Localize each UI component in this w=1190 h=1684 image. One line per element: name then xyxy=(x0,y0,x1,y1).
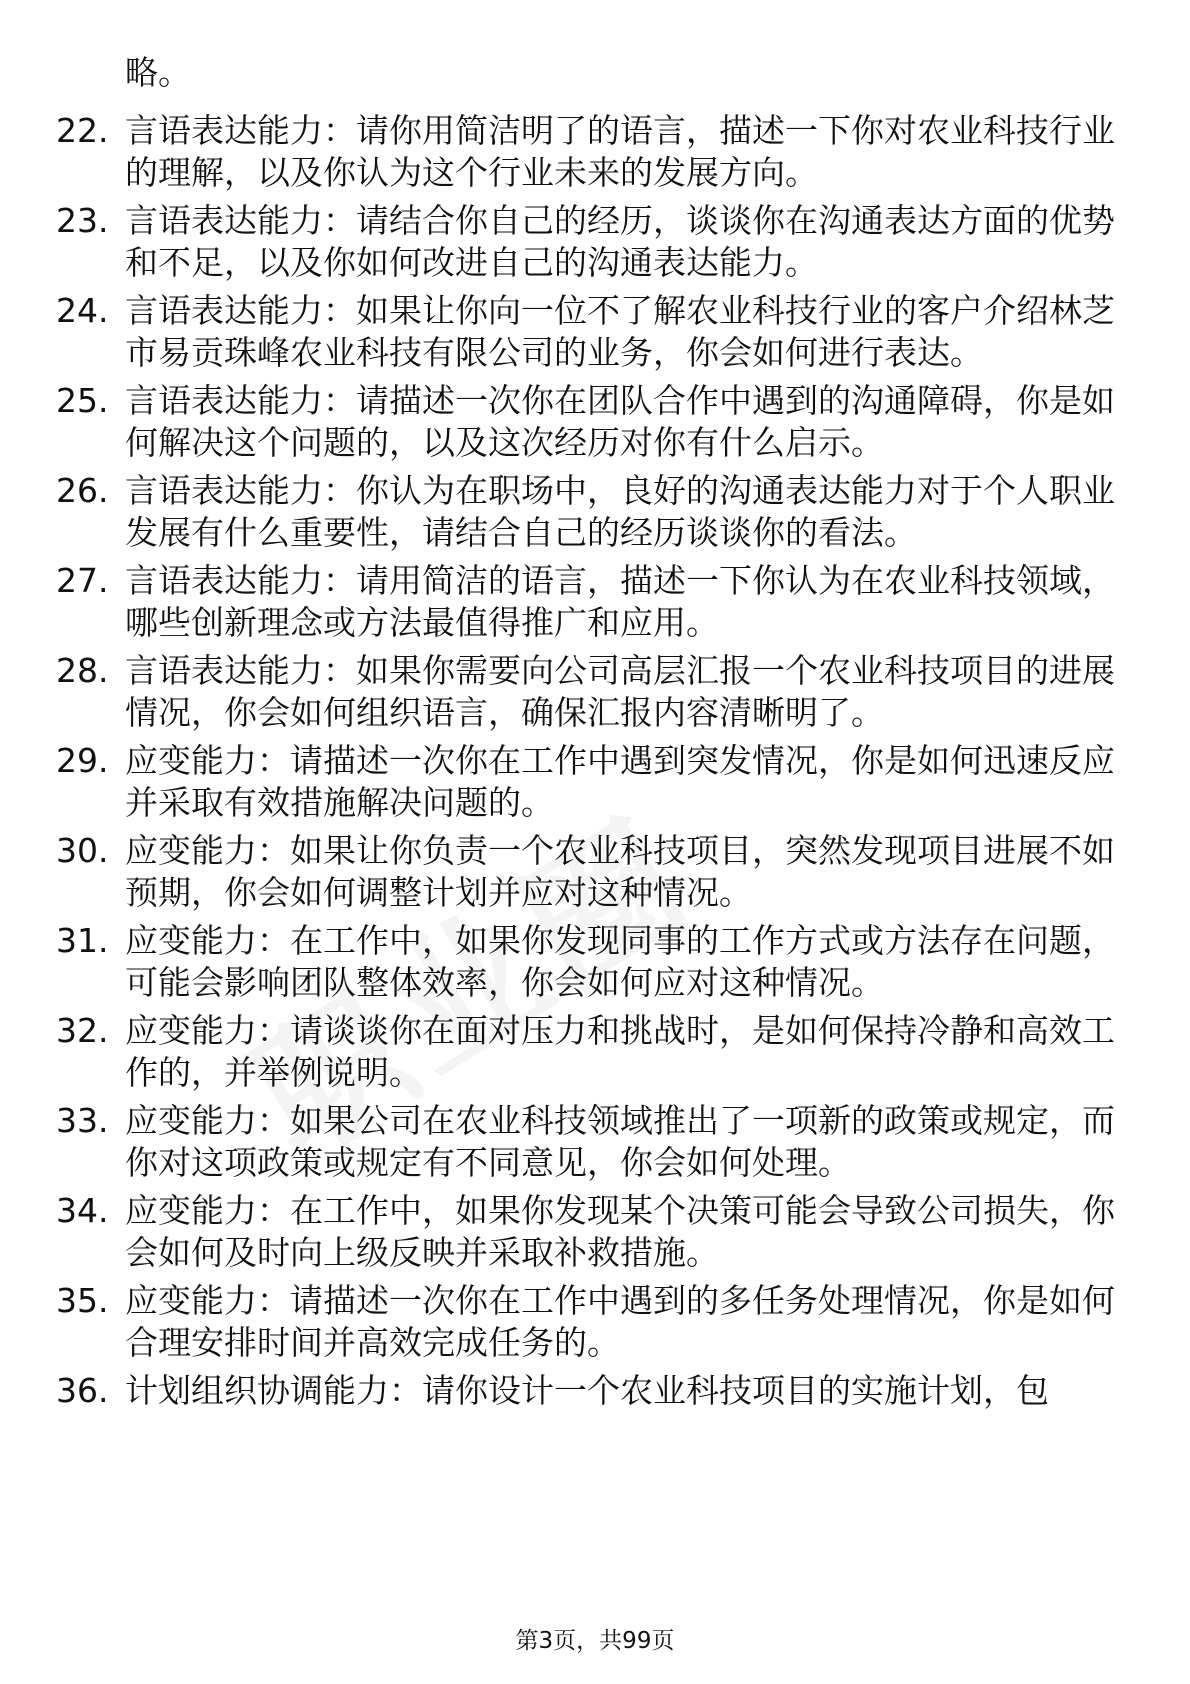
question-text: 应变能力：请描述一次你在工作中遇到的多任务处理情况，你是如何合理安排时间并高效完成任务的。 xyxy=(125,1281,1115,1362)
question-number: 22. xyxy=(56,111,109,150)
question-number: 35. xyxy=(56,1281,109,1320)
question-number: 32. xyxy=(56,1011,109,1050)
question-text: 言语表达能力：请用简洁的语言，描述一下你认为在农业科技领域，哪些创新理念或方法最值得推广和应用。 xyxy=(125,561,1115,642)
question-text: 应变能力：如果让你负责一个农业科技项目，突然发现项目进展不如预期，你会如何调整计划并应对这种情况。 xyxy=(125,831,1115,912)
page-number: 第3页，共99页 xyxy=(515,1628,675,1654)
question-text: 言语表达能力：请你用简洁明了的语言，描述一下你对农业科技行业的理解，以及你认为这个行业未来的发展方向。 xyxy=(125,111,1115,192)
question-number: 31. xyxy=(56,921,109,960)
question-number: 29. xyxy=(56,741,109,780)
question-number: 33. xyxy=(56,1101,109,1140)
question-number: 34. xyxy=(56,1191,109,1230)
question-number: 30. xyxy=(56,831,109,870)
question-text: 言语表达能力：请结合你自己的经历，谈谈你在沟通表达方面的优势和不足，以及你如何改进自己的沟通表达能力。 xyxy=(125,201,1115,282)
question-text: 言语表达能力：如果你需要向公司高层汇报一个农业科技项目的进展情况，你会如何组织语言，确保汇报内容清晰明了。 xyxy=(125,651,1115,732)
question-text: 计划组织协调能力：请你设计一个农业科技项目的实施计划，包 xyxy=(125,1371,1049,1410)
question-text: 应变能力：请描述一次你在工作中遇到突发情况，你是如何迅速反应并采取有效措施解决问题的。 xyxy=(125,741,1115,822)
question-number: 23. xyxy=(56,201,109,240)
question-number: 28. xyxy=(56,651,109,690)
question-text: 应变能力：如果公司在农业科技领域推出了一项新的政策或规定，而你对这项政策或规定有不同意见，你会如何处理。 xyxy=(125,1101,1115,1182)
question-number: 26. xyxy=(56,471,109,510)
continuation-text: 略。 xyxy=(125,53,191,92)
question-text: 言语表达能力：你认为在职场中，良好的沟通表达能力对于个人职业发展有什么重要性，请结合自己的经历谈谈你的看法。 xyxy=(125,471,1115,552)
question-number: 36. xyxy=(56,1371,109,1410)
question-text: 应变能力：在工作中，如果你发现某个决策可能会导致公司损失，你会如何及时向上级反映并采取补救措施。 xyxy=(125,1191,1115,1272)
question-number: 25. xyxy=(56,381,109,420)
question-text: 言语表达能力：请描述一次你在团队合作中遇到的沟通障碍，你是如何解决这个问题的，以及这次经历对你有什么启示。 xyxy=(125,381,1115,462)
question-text: 应变能力：请谈谈你在面对压力和挑战时，是如何保持冷静和高效工作的，并举例说明。 xyxy=(125,1011,1115,1092)
question-number: 27. xyxy=(56,561,109,600)
question-text: 应变能力：在工作中，如果你发现同事的工作方式或方法存在问题，可能会影响团队整体效率，你会如何应对这种情况。 xyxy=(125,921,1115,1002)
question-number: 24. xyxy=(56,291,109,330)
question-text: 言语表达能力：如果让你向一位不了解农业科技行业的客户介绍林芝市易贡珠峰农业科技有限公司的业务，你会如何进行表达。 xyxy=(125,291,1115,372)
